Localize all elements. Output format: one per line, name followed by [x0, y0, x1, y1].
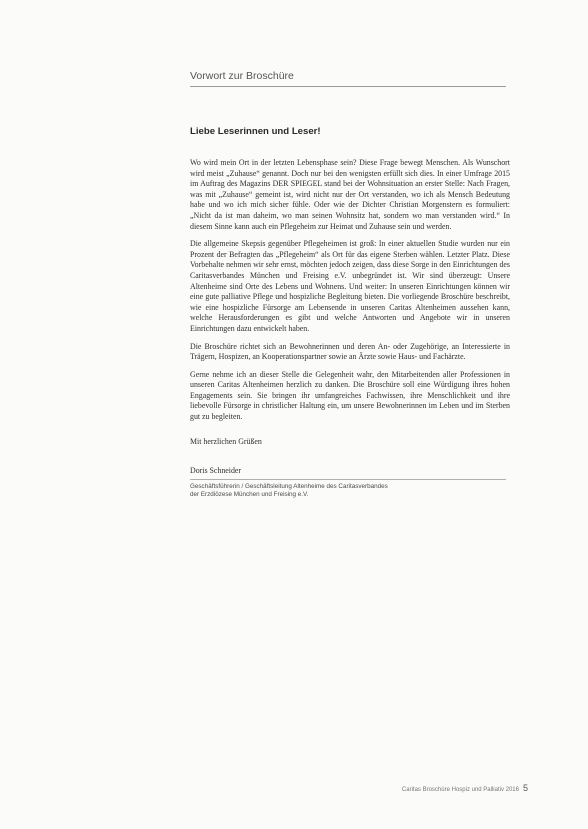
signature-divider [190, 479, 506, 480]
page-footer [402, 783, 528, 793]
signer-name: Doris Schneider [190, 465, 242, 475]
body-paragraph-1: Wo wird mein Ort in der letzten Lebensphase sein? Diese Frage bewegt Menschen. Als Wunschort wird meist „Zuhause“ genannt. Doch nur bei den wenigsten erfüllt sich dies. In einer Umfrage 2015 im Auftrag des Magazins DER SPIEGEL stand bei der Wohnsituation an erster Stelle: Nach Fragen, was mit „Zuhause“ gemeint ist, wird nicht nur der Ort verstanden, wo ich als Mensch Bedeutung habe und wo ich mich sicher fühle. Oder wie der Dichter Christian Morgenstern es formuliert: „Nicht da ist man daheim, wo man seinen Wohnsitz hat, sondern wo man verstanden wird.“ In diesem Sinne kann auch ein Pflegeheim zur Heimat und Zuhause sein und werden. [190, 158, 510, 231]
letter-body [190, 158, 510, 500]
salutation-heading: Liebe Leserinnen und Leser! [190, 126, 321, 137]
closing-greeting: Mit herzlichen Grüßen [190, 436, 262, 446]
page-number: 5 [522, 783, 528, 793]
body-paragraph-3: Die Broschüre richtet sich an Bewohnerinnen und deren An- oder Zugehörige, an Interessierte in Trägern, Hospizen, an Kooperationspartner sowie an Ärzte sowie Haus- und Fachärzte. [190, 341, 510, 362]
body-paragraph-2: Die allgemeine Skepsis gegenüber Pflegeheimen ist groß: In einer aktuellen Studie wurden nur ein Prozent der Befragten das „Pflegeheim“ als Ort für das eigene Sterben wählen. Letzter Platz. Diese Vorbehalte nehmen wir sehr ernst, möchten jedoch zeigen, dass diese Sorge in den Einrichtungen des Caritasverbandes München und Freising e.V. unbegründet ist. Wir sind überzeugt: Unsere Altenheime sind Orte des Lebens und Wohnens. Und weiter: In unseren Einrichtungen können wir eine gute palliative Pflege und hospizliche Begleitung bieten. Die vorliegende Broschüre beschreibt, wie eine hospizliche Fürsorge am Lebensende in unseren Caritas Altenheimen aussehen kann, welche Herausforderungen es gibt und welche Antworten und Angebote wir in unseren Einrichtungen dazu entwickelt haben. [190, 239, 510, 333]
footer-text: Caritas Broschüre Hospiz und Palliativ 2016 [401, 787, 519, 793]
signer-role-line-2: der Erzdiözese München und Freising e.V. [190, 491, 309, 499]
signer-role-line-1: Geschäftsführerin / Geschäftsleitung Altenheime des Caritasverbandes [190, 482, 388, 490]
section-header-title: Vorwort zur Broschüre [190, 70, 294, 82]
header-divider [190, 86, 506, 87]
body-paragraph-4: Gerne nehme ich an dieser Stelle die Gelegenheit wahr, den Mitarbeitenden aller Professionen in unseren Caritas Altenheimen herzlich zu danken. Die Broschüre soll eine Würdigung ihres hohen Engagements sein. Sie bringen ihr umfangreiches Fachwissen, ihre Menschlichkeit und ihre liebevolle Fürsorge in christlicher Haltung ein, um unsere Bewohnerinnen im Leben und im Sterben gut zu begleiten. [190, 369, 510, 422]
